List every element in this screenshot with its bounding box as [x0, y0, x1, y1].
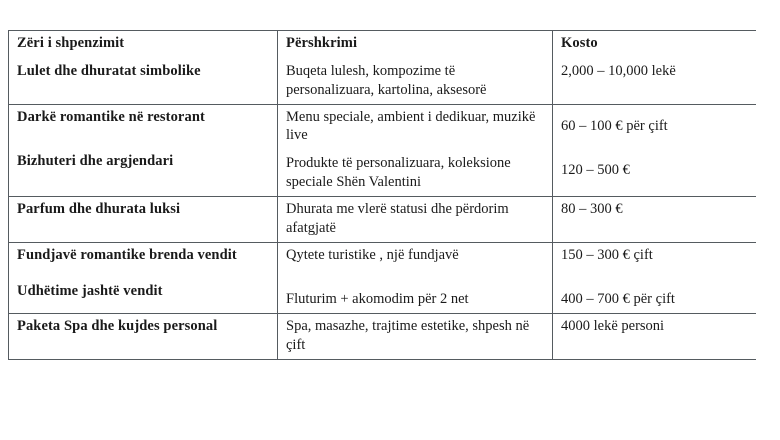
cell-cost-group-4 — [553, 242, 756, 314]
row-5-description: Qytete turistike , një fundjavë — [286, 246, 459, 263]
row-6-item: Udhëtime jashtë vendit — [17, 283, 163, 300]
row-1-item: Lulet dhe dhuratat simbolike — [17, 62, 201, 79]
row-4-item: Parfum dhe dhurata luksi — [17, 200, 181, 217]
cell-item-group-4 — [9, 242, 278, 314]
cell-description-group-2 — [278, 104, 553, 196]
row-4-description: Dhurata me vlerë statusi dhe përdorim afatgjatë — [286, 200, 509, 236]
row-1-cost: 2,000 – 10,000 lekë — [561, 62, 676, 79]
row-6-description: Fluturim + akomodim për 2 net — [286, 291, 469, 308]
header-cost: Kosto — [561, 35, 598, 51]
cell-cost-4 — [553, 196, 756, 242]
row-7-item: Paketa Spa dhe kujdes personal — [17, 318, 218, 335]
cell-item-7 — [9, 314, 278, 360]
cell-description-4 — [278, 196, 553, 242]
row-2-description: Menu speciale, ambient i dedikuar, muzikë live — [286, 108, 536, 144]
table-row — [9, 31, 756, 105]
row-3-cost: 120 – 500 € — [561, 162, 630, 179]
row-2-item: Darkë romantike në restorant — [17, 108, 205, 125]
row-6-cost: 400 – 700 € për çift — [561, 291, 675, 308]
row-4-cost: 80 – 300 € — [561, 200, 623, 217]
row-7-cost: 4000 lekë personi — [561, 318, 665, 335]
row-5-item: Fundjavë romantike brenda vendit — [17, 246, 237, 263]
row-3-item: Bizhuteri dhe argjendari — [17, 153, 174, 170]
header-item: Zëri i shpenzimit — [17, 35, 125, 51]
cell-cost-group-1 — [553, 31, 756, 105]
row-7-description: Spa, masazhe, trajtime estetike, shpesh në çift — [286, 318, 530, 354]
cell-item-group-2 — [9, 104, 278, 196]
table-row — [9, 314, 756, 360]
cell-description-group-1 — [278, 31, 553, 105]
row-1-description: Buqeta lulesh, kompozime të personalizuara, kartolina, aksesorë — [286, 62, 487, 98]
cell-description-group-4 — [278, 242, 553, 314]
table-row — [9, 104, 756, 196]
cell-description-7 — [278, 314, 553, 360]
row-5-cost: 150 – 300 € çift — [561, 246, 653, 263]
cell-item-4 — [9, 196, 278, 242]
header-description: Përshkrimi — [286, 35, 358, 51]
table-row — [9, 196, 756, 242]
cell-item-group-1 — [9, 31, 278, 105]
row-2-cost: 60 – 100 € për çift — [561, 117, 668, 134]
table-row — [9, 242, 756, 314]
cell-cost-7 — [553, 314, 756, 360]
expenses-table — [8, 30, 756, 360]
row-3-description: Produkte të personalizuara, koleksione speciale Shën Valentini — [286, 155, 511, 191]
cell-cost-group-2 — [553, 104, 756, 196]
